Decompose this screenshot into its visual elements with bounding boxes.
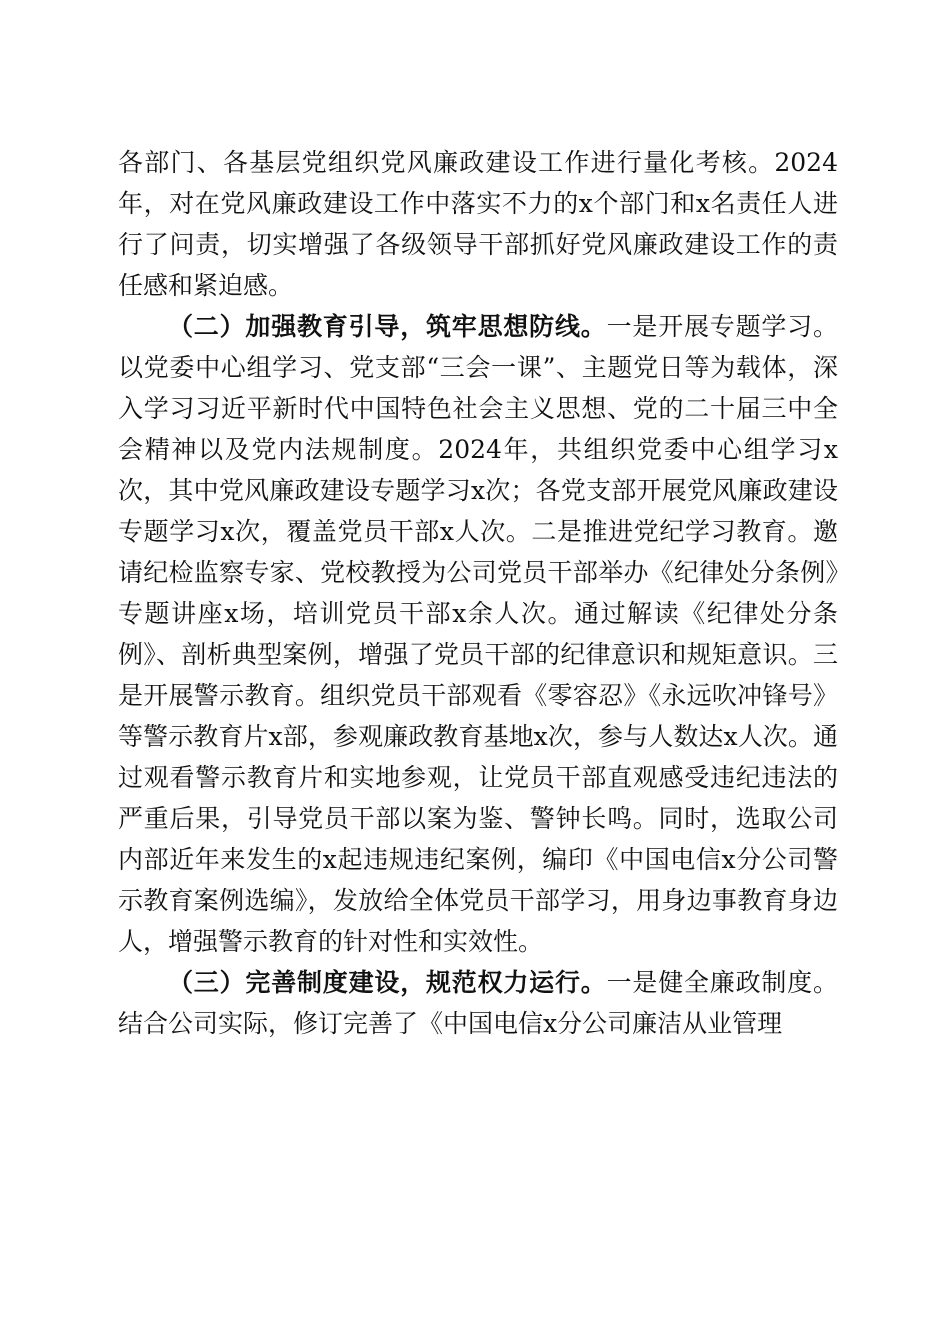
paragraph-2-text: 一是开展专题学习。以党委中心组学习、党支部“三会一课”、主题党日等为载体，深入学习习近平新时代中国特色社会主义思想、党的二十届三中全会精神以及党内法规制度。2024年，共组织党委中心组学习x次，其中党风廉政建设专题学习x次；各党支部开展党风廉政建设专题学习x次，覆盖党员干部x人次。二是推进党纪学习教育。邀请纪检监察专家、党校教授为公司党员干部举办《纪律处分条例》专题讲座x场，培训党员干部x余人次。通过解读《纪律处分条例》、剖析典型案例，增强了党员干部的纪律意识和规矩意识。三是开展警示教育。组织党员干部观看《零容忍》《永远吹冲锋号》等警示教育片x部，参观廉政教育基地x次，参与人数达x人次。通过观看警示教育片和实地参观，让党员干部直观感受违纪违法的严重后果，引导党员干部以案为鉴、警钟长鸣。同时，选取公司内部近年来发生的x起违规违纪案例，编印《中国电信x分公司警示教育案例选编》，发放给全体党员干部学习，用身边事教育身边人，增强警示教育的针对性和实效性。 — [118, 312, 838, 956]
paragraph-1 — [118, 142, 838, 306]
paragraph-3 — [118, 962, 838, 1044]
section-3-heading: （三）完善制度建设，规范权力运行。 — [168, 968, 607, 997]
document-body — [118, 142, 838, 1044]
paragraph-3-text: 一是健全廉政制度。结合公司实际，修订完善了《中国电信x分公司廉洁从业管理 — [118, 968, 838, 1038]
paragraph-1-text: 各部门、各基层党组织党风廉政建设工作进行量化考核。2024年，对在党风廉政建设工作中落实不力的x个部门和x名责任人进行了问责，切实增强了各级领导干部抓好党风廉政建设工作的责任感和紧迫感。 — [118, 148, 838, 300]
paragraph-2 — [118, 306, 838, 962]
section-2-heading: （二）加强教育引导，筑牢思想防线。 — [168, 312, 607, 341]
